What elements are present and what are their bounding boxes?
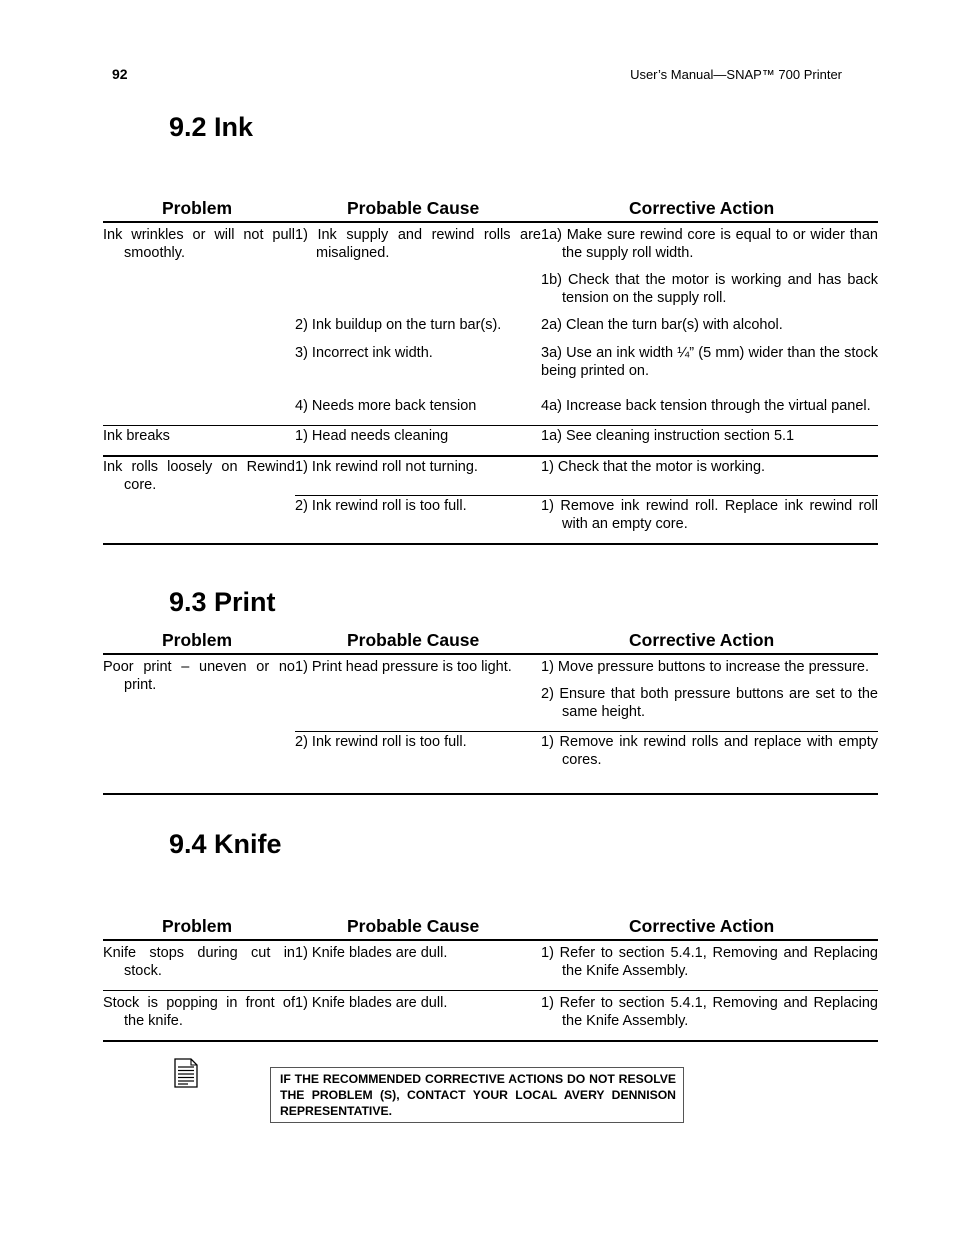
page-number: 92 (112, 66, 128, 82)
cause-text: 2) Ink rewind roll is too full. (295, 734, 467, 750)
contact-notice: IF THE RECOMMENDED CORRECTIVE ACTIONS DO NOT RESOLVE THE PROBLEM (S), CONTACT YOUR LOCAL AVERY DENNISON REPRESENTATIVE. (270, 1067, 684, 1123)
action-text: 1) Refer to section 5.4.1, Removing and Replacing the Knife Assembly. (541, 945, 878, 979)
column-header-cause: Probable Cause (295, 913, 541, 940)
cause-text: 1) Ink supply and rewind rolls are misaligned. (295, 227, 541, 261)
column-header-problem: Problem (103, 913, 295, 940)
section-title-knife: 9.4 Knife (169, 829, 282, 859)
cause-text: 1) Ink rewind roll not turning. (295, 459, 478, 475)
cause-text: 3) Incorrect ink width. (295, 345, 433, 361)
cause-text: 4) Needs more back tension (295, 398, 477, 414)
column-header-cause: Probable Cause (295, 627, 541, 654)
action-text: 1a) Make sure rewind core is equal to or wider than the supply roll width. (541, 227, 878, 261)
cause-text: 1) Knife blades are dull. (295, 945, 448, 961)
cause-text: 2) Ink rewind roll is too full. (295, 498, 467, 514)
action-text: 2) Ensure that both pressure buttons are set to the same height. (541, 686, 878, 720)
ink-troubleshooting-table (103, 195, 878, 545)
running-header: User’s Manual—SNAP™ 700 Printer (630, 67, 842, 82)
problem-text: Poor print – uneven or no print. (103, 659, 295, 693)
column-header-action: Corrective Action (541, 913, 878, 940)
cause-text: 2) Ink buildup on the turn bar(s). (295, 317, 502, 333)
column-header-cause: Probable Cause (295, 195, 541, 222)
table-row (103, 940, 878, 991)
problem-text: Ink wrinkles or will not pull smoothly. (103, 227, 295, 261)
cause-text: 1) Head needs cleaning (295, 428, 449, 444)
column-header-problem: Problem (103, 627, 295, 654)
problem-text: Ink breaks (103, 428, 170, 444)
column-header-problem: Problem (103, 195, 295, 222)
problem-text: Ink rolls loosely on Rewind core. (103, 459, 295, 493)
problem-text: Knife stops during cut in stock. (103, 945, 295, 979)
action-text: 1) Check that the motor is working. (541, 459, 766, 475)
cause-text: 1) Knife blades are dull. (295, 995, 448, 1011)
action-text: 4a) Increase back tension through the virtual panel. (541, 398, 871, 414)
action-text: 2a) Clean the turn bar(s) with alcohol. (541, 317, 783, 333)
problem-text: Stock is popping in front of the knife. (103, 995, 295, 1029)
section-title-ink: 9.2 Ink (169, 112, 254, 142)
print-troubleshooting-table (103, 627, 878, 795)
action-text: 1a) See cleaning instruction section 5.1 (541, 428, 795, 444)
table-row (103, 456, 878, 496)
action-text: 1) Remove ink rewind rolls and replace with empty cores. (541, 734, 878, 768)
action-text: 1b) Check that the motor is working and has back tension on the supply roll. (541, 272, 878, 306)
cause-text: 1) Print head pressure is too light. (295, 659, 512, 675)
note-icon (174, 1058, 198, 1088)
table-row (103, 222, 878, 307)
knife-troubleshooting-table (103, 913, 878, 1042)
action-text: 1) Move pressure buttons to increase the pressure. (541, 659, 870, 675)
action-text: 1) Refer to section 5.4.1, Removing and Replacing the Knife Assembly. (541, 995, 878, 1029)
action-text: 3a) Use an ink width ¼” (5 mm) wider than the stock being printed on. (541, 345, 878, 379)
column-header-action: Corrective Action (541, 627, 878, 654)
column-header-action: Corrective Action (541, 195, 878, 222)
table-row (103, 654, 878, 732)
section-title-print: 9.3 Print (169, 587, 276, 617)
table-row (103, 991, 878, 1042)
action-text: 1) Remove ink rewind roll. Replace ink rewind roll with an empty core. (541, 498, 878, 532)
table-row (103, 426, 878, 457)
